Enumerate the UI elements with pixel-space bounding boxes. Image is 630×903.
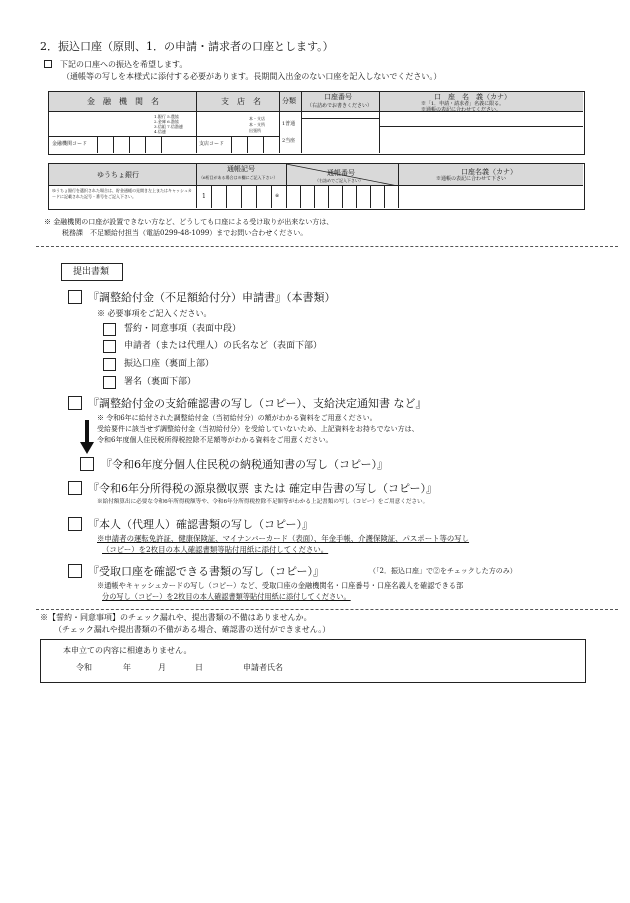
item1-sub3-label: 振込口座（裏面上部）	[124, 359, 215, 369]
account-number-subheader: （右詰めでお書きください）	[307, 103, 373, 109]
account-holder-header: 口 座 名 義（カナ）	[434, 93, 511, 101]
item6-title: 『受取口座を確認できる書類の写し（コピー）』	[88, 565, 325, 578]
item5-title: 『本人（代理人）確認書類の写し（コピー）』	[88, 518, 314, 531]
yucho-number-field[interactable]	[286, 186, 398, 208]
item5-checkbox[interactable]	[68, 517, 82, 531]
item1-sub3-checkbox[interactable]	[103, 358, 116, 371]
item6-note1: ※通帳やキャッシュカードの写し（コピー）など、受取口座の金融機関名・口座番号・口座名義人を確認できる部	[97, 581, 464, 590]
docs-heading: 提出書類	[73, 267, 110, 277]
item2-note3: 令和6年度個人住民税所得税控除不足額等がわかる資料をご用意ください。	[97, 436, 333, 444]
item1-note: ※ 必要事項をご記入ください。	[97, 309, 212, 318]
item4-note: ※給付額算出に必要な令和6年所得税額等や、令和6年分所得税控除不足額等がわかる上記書類の写し（コピー）をご用意ください。	[97, 499, 429, 505]
yucho-holder-subheader: ※通帳の表記に合わせて下さい	[436, 176, 507, 182]
item1-sub1-label: 誓約・同意事項（表面中段）	[124, 324, 242, 334]
item2-note2: 受給要件に該当せず調整給付金（当初給付分）を受給していないため、上記資料をお持ちでない方は、	[97, 425, 419, 433]
divider-2	[36, 609, 618, 610]
down-arrow-icon	[80, 420, 94, 454]
section2-check-label: 下記の口座への振込を希望します。	[60, 60, 188, 69]
applicant-name-label: 申請者氏名	[243, 663, 283, 672]
footnote-line1: ※ 金融機関の口座が設置できない方など、どうしても口座による受け取りが出来ない方は、	[44, 218, 334, 226]
yucho-code-subheader: （6桁目がある場合は※欄にご記入下さい）	[199, 175, 278, 180]
divider	[36, 246, 618, 247]
day-label: 日	[195, 663, 203, 672]
yucho-number-header: 通帳番号	[327, 169, 355, 177]
branch-code-field[interactable]	[231, 136, 279, 153]
item1-sub2-label: 申請者（または代理人）の氏名など（表面下部）	[124, 341, 323, 351]
bank-transfer-checkbox[interactable]	[44, 60, 52, 68]
account-holder-note1: ※「1．申請・請求者」名義に限る。	[421, 101, 505, 107]
yucho-code-header: 通帳記号	[227, 165, 255, 173]
item6-note2: 分の写し（コピー）を2枚目の本人確認書類等貼付用紙に添付してください。	[102, 592, 351, 601]
month-label: 月	[158, 663, 166, 672]
item4-checkbox[interactable]	[68, 481, 82, 495]
section2-note: （通帳等の写しを本様式に添付する必要があります。長期間入出金のない口座を記入しないでください。）	[62, 72, 442, 81]
yucho-holder-header: 口座名義（カナ）	[461, 168, 517, 176]
declaration-text: 本申立ての内容に相違ありません。	[63, 646, 192, 655]
declaration-box	[40, 639, 586, 683]
item1-sub4-checkbox[interactable]	[103, 376, 116, 389]
branch-type-options: 本・支店 本・支所 出張所	[249, 116, 265, 133]
bank-table	[48, 91, 585, 155]
section2-title: 2．振込口座（原則、1．の申請・請求者の口座とします。）	[40, 40, 334, 53]
account-type-header: 分類	[282, 97, 296, 105]
yucho-code-field[interactable]: 1 ※	[196, 186, 286, 208]
yucho-header: ゆうちょ銀行	[97, 171, 139, 179]
month-field[interactable]	[137, 660, 155, 674]
item5-note2: （コピー）を2枚目の本人確認書類等貼付用紙に添付してください。	[102, 545, 329, 554]
applicant-name-field[interactable]	[291, 658, 571, 676]
bank-code-label: 金融機関コード	[52, 141, 88, 147]
item3-title: 『令和6年度分個人住民税の納税通知書の写し（コピー）』	[101, 458, 389, 471]
era-label: 令和	[76, 663, 92, 672]
item3-checkbox[interactable]	[80, 457, 94, 471]
final-warning-line1: ※【誓約・同意事項】のチェック漏れや、提出書類の不備はありませんか。	[40, 613, 312, 622]
final-warning-line2: （チェック漏れや提出書類の不備がある場合、確認書の送付ができません。）	[54, 625, 331, 634]
account-type-ordinary[interactable]: 1普通	[282, 121, 296, 127]
yucho-table	[48, 163, 585, 210]
bank-name-header: 金 融 機 関 名	[87, 97, 159, 106]
yucho-description: ゆうちょ銀行を選択された場合は、貯金通帳の見開き左上またはキャッシュカードに記載された記号・番号をご記入下さい。	[52, 188, 192, 199]
footnote-line2: 税務課 不足額給付担当（電話0299-48-1099）までお問い合わせください。	[62, 229, 308, 237]
day-field[interactable]	[172, 660, 192, 674]
branch-code-label: 支店コード	[199, 141, 225, 147]
account-holder-note2: ※通帳の表記に合わせてください。	[421, 107, 502, 113]
yucho-number-subheader: （右詰めでご記入下さい）	[315, 178, 363, 183]
item6-title-note: （「2．振込口座」で②をチェックした方のみ）	[369, 567, 517, 575]
item5-note1: ※申請者の運転免許証、健康保険証、マイナンバーカード（表面）、年金手帳、介護保険証、パスポート等の写し	[97, 534, 470, 543]
item1-sub2-checkbox[interactable]	[103, 340, 116, 353]
yucho-diagonal	[286, 164, 398, 186]
item1-sub4-label: 署名（裏面下部）	[124, 377, 197, 387]
item2-note1: ※ 令和6年に給付された調整給付金（当初給付分）の額がわかる資料をご用意ください。	[97, 414, 377, 422]
item4-title: 『令和6年分所得税の源泉徴収票 または 確定申告書の写し（コピー）』	[88, 482, 438, 495]
bank-code-field[interactable]	[97, 136, 161, 153]
item1-sub1-checkbox[interactable]	[103, 323, 116, 336]
year-field[interactable]	[99, 660, 121, 674]
item2-title: 『調整給付金の支給確認書の写し（コピー）、支給決定通知書 など』	[88, 397, 427, 410]
item1-checkbox[interactable]	[68, 290, 82, 304]
bank-type-options: 1.銀行 5.農協 2.金庫 6.漁協 3.信組 7.信漁連 4.信連	[154, 114, 183, 134]
docs-heading-box	[61, 263, 123, 281]
account-number-header: 口座番号	[324, 93, 352, 101]
branch-name-header: 支 店 名	[221, 97, 261, 106]
item1-title: 『調整給付金（不足額給付分）申請書』（本書類）	[88, 291, 336, 304]
year-label: 年	[123, 663, 131, 672]
item2-checkbox[interactable]	[68, 396, 82, 410]
account-type-current[interactable]: 2当座	[282, 138, 296, 144]
item6-checkbox[interactable]	[68, 564, 82, 578]
